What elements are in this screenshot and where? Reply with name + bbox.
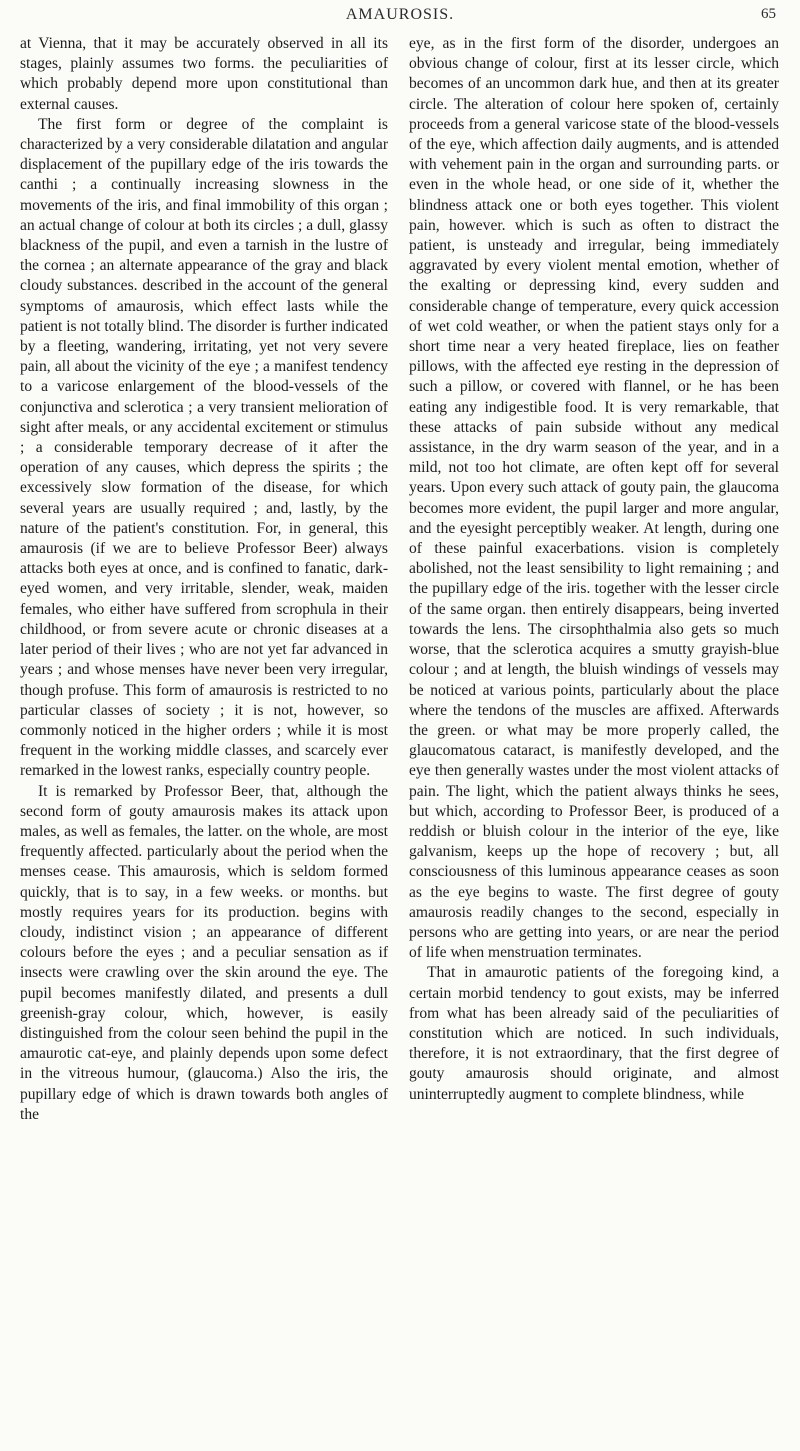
right-column xyxy=(409,34,779,1105)
right-paragraph-2: That in amaurotic patients of the foregoing kind, a certain morbid tendency to gout exists, may be inferred from what has been already said of the peculiarities of constitution which are noticed. In such individuals, therefore, it is not extraordinary, that the first degree of gouty amaurosis should originate, and almost uninterruptedly augment to complete blindness, while xyxy=(409,964,779,1103)
running-head xyxy=(0,6,800,28)
left-paragraph-2: The first form or degree of the complaint is characterized by a very considerable dilatation and angular displacement of the pupillary edge of the iris towards the canthi ; a continually increasing slowness in the movements of the iris, and final immobility of this organ ; an actual change of colour at both its circles ; a dull, glassy blackness of the pupil, and even a tarnish in the lustre of the cornea ; an alternate appearance of the gray and black cloudy substances. described in the account of the general symptoms of amaurosis, which effect lasts while the patient is not totally blind. The disorder is further indicated by a fleeting, wandering, irritating, yet not very severe pain, all about the vicinity of the eye ; a manifest tendency to a varicose enlargement of the blood-vessels of the conjunctiva and sclerotica ; a very transient melioration of sight after meals, or any accidental excitement or stimulus ; a considerable temporary decrease of it after the operation of any causes, which depress the spirits ; the excessively slow formation of the disease, for which several years are usually required ; and, lastly, by the nature of the patient's constitution. For, in general, this amaurosis (if we are to believe Professor Beer) always attacks both eyes at once, and is confined to fanatic, dark-eyed women, and very irritable, slender, weak, maiden females, who either have suffered from scrophula in their childhood, or from severe acute or chronic diseases at a later period of their lives ; who are not yet far advanced in years ; and whose menses have never been very irregular, though profuse. This form of amaurosis is restricted to no particular classes of society ; it is not, however, so commonly noticed in the higher orders ; while it is most frequent in the working middle classes, and scarcely ever remarked in the lowest ranks, especially country people. xyxy=(20,115,388,780)
page-number: 65 xyxy=(761,6,776,22)
left-column xyxy=(20,34,388,1125)
right-paragraph-1: eye, as in the first form of the disorder, undergoes an obvious change of colour, first at its lesser circle, which becomes of an uncommon dark hue, and then at its greater circle. The alteration of colour here spoken of, certainly proceeds from a general varicose state of the blood-vessels of the eye, which affection daily augments, and is attended with vehement pain in the organ and surrounding parts. or even in the whole head, or one side of it, whether the blindness attack one or both eyes together. This violent pain, however. which is such as often to distract the patient, is unsteady and irregular, being immediately aggravated by every violent mental emotion, whether of the exalting or depressing kind, every sudden and considerable change of temperature, every quick accession of wet cold weather, or when the patient stays only for a short time near a very heated fireplace, lies on feather pillows, with the affected eye resting in the depression of such a pillow, or covered with flannel, or he has been eating any indigestible food. It is very remarkable, that these attacks of pain subside without any medical assistance, in the dry warm season of the year, and in a mild, not too hot climate, are often kept off for several years. Upon every such attack of gouty pain, the glaucoma becomes more evident, the pupil larger and more angular, and the eyesight perceptibly weaker. At length, during one of these painful exacerbations. vision is completely abolished, not the least sensibility to light remaining ; and the pupillary edge of the iris. together with the lesser circle of the same organ. then entirely disappears, being inverted towards the lens. The cirsophthalmia also gets so much worse, that the sclerotica acquires a smutty grayish-blue colour ; and at length, the bluish windings of vessels may be noticed at various points, particularly about the place where the tendons of the muscles are affixed. Afterwards the green. or what may be more properly called, the glaucomatous cataract, is manifestly developed, and the eye then generally wastes under the most violent attacks of pain. The light, which the patient always thinks he sees, but which, according to Professor Beer, is produced of a reddish or bluish colour in the interior of the eye, like galvanism, keeps up the hope of recovery ; but, all consciousness of this luminous appearance ceases as soon as the eye begins to waste. The first degree of gouty amaurosis readily changes to the second, especially in persons who are getting into years, or are near the period of life when menstruation terminates. xyxy=(409,35,779,962)
left-paragraph-1: at Vienna, that it may be accurately observed in all its stages, plainly assumes two forms. the peculiarities of which probably depend more upon constitutional than external causes. xyxy=(20,35,388,113)
running-title: AMAUROSIS. xyxy=(345,6,455,23)
left-paragraph-3: It is remarked by Professor Beer, that, although the second form of gouty amaurosis makes its attack upon males, as well as females, the latter. on the whole, are most frequently affected. particularly about the period when the menses cease. This amaurosis, which is seldom formed quickly, that is to say, in a few weeks. or months. but mostly requires years for its production. begins with cloudy, indistinct vision ; an appearance of different colours before the eyes ; and a peculiar sensation as if insects were crawling over the skin around the eye. The pupil becomes manifestly dilated, and presents a dull greenish-gray colour, which, however, is easily distinguished from the colour seen behind the pupil in the amaurotic cat-eye, and plainly depends upon some defect in the vitreous humour, (glaucoma.) Also the iris, the pupillary edge of which is drawn towards both angles of the xyxy=(20,782,388,1123)
